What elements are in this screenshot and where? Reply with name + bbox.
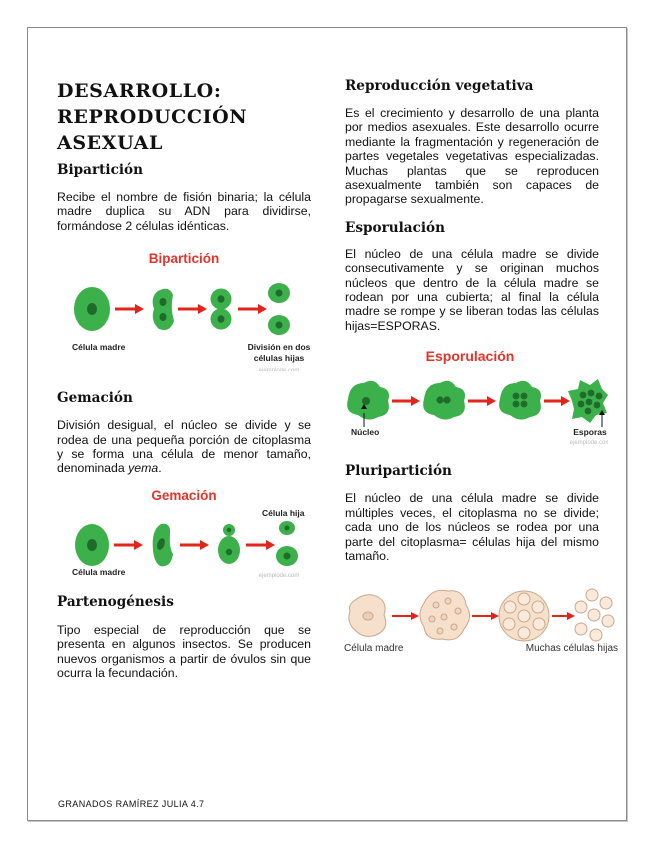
esporulacion-label-left: Núcleo [351,427,380,438]
partenogenesis-heading: Partenogénesis [57,593,174,610]
nucleus [227,528,231,532]
biparticion-heading: Bipartición [57,162,143,178]
spore [588,390,595,397]
nucleus [362,397,370,405]
nucleus [443,397,450,404]
nucleus [276,290,283,297]
esporulacion-label-right: Esporas [573,427,607,438]
yema-term: yema [128,461,159,476]
esporulacion-figure-title: Esporulación [425,348,515,365]
esporulacion-text: El núcleo de una célula madre se divide consecutivamente y se originan muchos núcleos que dentro de la célula madre se rodean por una cubierta; al final la célula madre se rompe y se liberan todas las células hijas=ESPORAS. [345,246,599,333]
nucleus [451,624,457,630]
biparticion-label-right-2: células hijas [253,353,305,364]
nucleus [160,298,167,306]
nucleus [513,393,520,400]
daughter-cell [600,597,612,609]
main-title-line-3: ASEXUAL [57,132,163,154]
arrow-icon [472,612,499,620]
gemacion-label-right: Célula hija [262,507,305,518]
biparticion-label-right-1: División en dos [247,342,311,353]
spore [586,399,593,406]
vegetativa-heading: Reproducción vegetativa [345,78,534,94]
vegetativa-text: Es el crecimiento y desarrollo de una planta por medios asexuales. Este desarrollo ocurre mediante la fragmentación y regeneración de partes vegetales vegetativas especializadas. Muchas plantas que se reproducen asexualmente también son capaces de propagarse sexualmente. [345,106,599,207]
biparticion-figure [57,251,311,371]
spore [580,392,587,399]
arrow-icon [392,396,420,406]
daughter-cell [575,623,587,635]
main-title [57,78,311,156]
daughter-cell [504,601,516,613]
biparticion-figure-title: Bipartición [148,251,220,267]
nucleus [226,549,232,555]
nucleus [441,614,447,620]
gemacion-text: División desigual, el núcleo se divide y se rodea de una pequeña porción de citoplasma y se forma una célula de menor tamaño, denominada yema. [57,418,311,476]
esporulacion-credit: ejemplode.com [569,440,608,447]
spore [578,401,585,408]
daughter-cell [588,609,600,621]
biparticion-text: Recibe el nombre de fisión binaria; la célula madre duplica su ADN para dividirse, formándose 2 células idénticas. [57,190,311,233]
main-title-line-1: DESARROLLO: [57,80,222,102]
biparticion-credit: ejemplode.com [258,368,300,372]
gemacion-heading: Gemación [57,390,133,407]
biparticion-diagram [57,251,311,371]
left-column [57,78,311,680]
daughter-cell [518,627,530,639]
biparticion-label-left: Célula madre [72,342,126,353]
arrow-icon [246,540,275,550]
right-column [344,78,618,659]
arrow-icon [392,612,419,620]
arrow-icon [178,304,207,314]
daughter-cell [503,618,515,630]
daughter-cell [532,601,544,613]
nucleus [521,393,528,400]
dividing-cell [153,289,174,330]
daughter-cell [575,601,587,613]
nucleus [455,608,461,614]
pluriparticion-heading: Pluripartición [345,463,452,480]
nucleus [218,295,225,303]
pluriparticion-label-right: Muchas células hijas [525,643,618,655]
nucleus [445,598,451,604]
nucleus [521,401,528,408]
arrow-icon [114,540,143,550]
nucleus [429,616,435,622]
arrow-icon [238,304,267,314]
daughter-cell [602,615,614,627]
esporulacion-figure [340,347,608,447]
gemacion-credit: ejemplode.com [258,572,300,579]
daughter-cell [586,589,598,601]
nucleus [436,397,443,404]
arrow-icon [552,612,575,620]
mother-cell [499,381,541,420]
nucleus [285,525,290,530]
spore [594,402,601,409]
nucleus [433,602,439,608]
nucleus [437,628,443,634]
spore [585,408,592,415]
arrow-icon [544,396,570,406]
pluriparticion-diagram [340,577,620,659]
nucleus [276,322,283,329]
pluriparticion-text: El núcleo de una célula madre se divide múltiples veces, el citoplasma no se divide; cada uno de los núcleos se rodea por una parte del citoplasma= células hija del mismo tamaño. [345,491,599,563]
pluriparticion-figure [340,577,618,659]
nucleus [513,401,520,408]
nucleus [87,303,97,315]
gemacion-diagram [57,488,311,586]
esporulacion-diagram [340,347,608,447]
daughter-cell [533,618,545,630]
main-title-line-2: REPRODUCCIÓN [57,106,248,128]
nucleus [160,313,167,321]
nucleus [363,612,373,620]
arrow-icon [115,304,144,314]
spore [596,393,603,400]
pluriparticion-label-left: Célula madre [344,643,404,655]
gemacion-figure-title: Gemación [151,487,217,503]
daughter-cell [518,610,530,622]
arrow-icon [468,396,496,406]
partenogenesis-text: Tipo especial de reproducción que se presenta en algunos insectos. Se producen nuevos organismos a partir de óvulos sin que ocurra la fecundación. [57,622,311,681]
daughter-cell [518,593,530,605]
daughter-cell [590,629,602,641]
nucleus [218,315,225,323]
nucleus [87,539,97,551]
nucleus [284,552,291,559]
gemacion-figure [57,488,311,586]
arrow-icon [180,540,209,550]
gemacion-label-left: Célula madre [72,566,126,577]
footer-author: GRANADOS RAMÍREZ JULIA 4.7 [58,799,205,809]
esporulacion-heading: Esporulación [345,219,445,236]
